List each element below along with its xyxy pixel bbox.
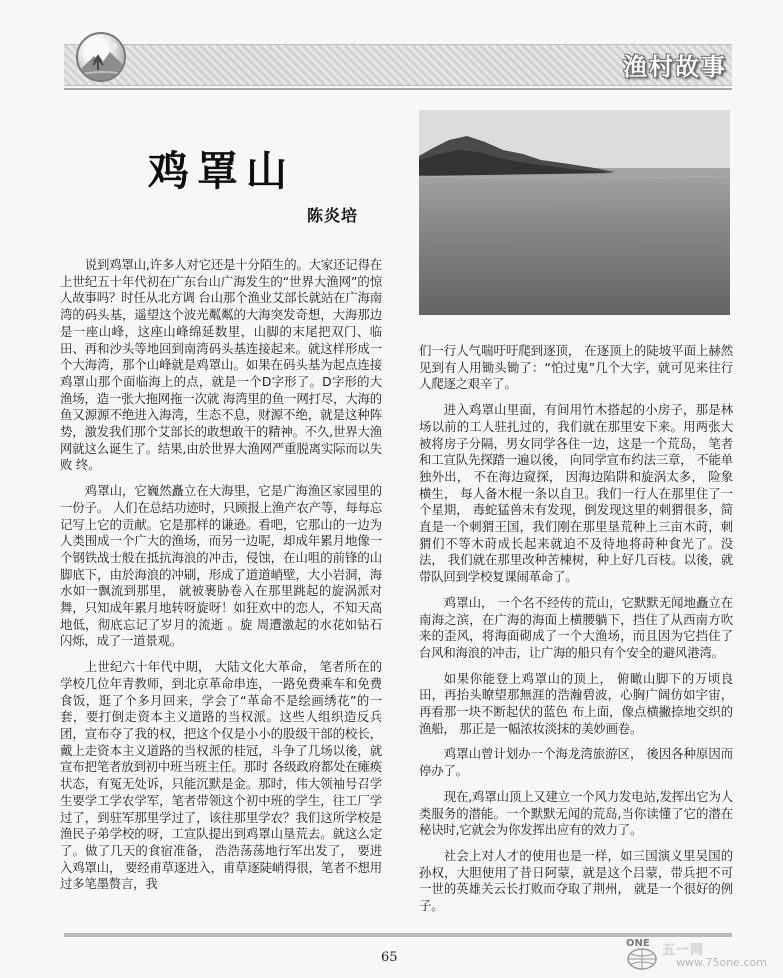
article-paragraph: 如果你能登上鸡罩山的顶上， 俯瞰山脚下的万顷良田，再抬头瞭望那無涯的浩瀚碧波，心胸广阔仿如宇宙， 再看那一块不断起伏的蓝色 布上面，像点横撇捺地交织的渔船， 那正是一幅浓妆淡抹的美妙画卷。	[419, 670, 733, 736]
page-number: 65	[381, 950, 398, 965]
article-author: 陈炎培	[307, 206, 359, 225]
article-paragraph: 说到鸡罩山,许多人对它还是十分陌生的。大家还记得在上世纪五十年代初在广东台山广海发生的“世界大渔网”的惊人故事吗？时任从北方调 台山那个渔业艾部长就站在广海南湾的码头基，遥望这个波光粼粼的大海突发奇想，大海那边是一座山峰，这座山峰绵延数里，山脚的末尾把双门、临田、再和沙头等地回到南湾码头基连接起来。就这样形成一个大海湾，那个山峰就是鸡罩山。如果在码头基为起点连接鸡罩山那个面临海上的点，就是一个D字形了。D字形的大渔场，造一张大拖网拖一次就 海湾里的鱼一网打尽，大海的鱼又源源不绝进入海湾，生态不息，财源不绝，就是这种阵势，激发我们那个艾部长的敢想敢干的精神。不久,世界大渔网就这么诞生了。结果,由於世界大渔网严重脱离实际而以失败 终。	[60, 257, 382, 473]
header-divider	[64, 88, 732, 90]
article-paragraph: 们一行人气喘吁吁爬到逐顶， 在逐顶上的陡坡平面上赫然见到有人用锄头锄了：“怕过鬼”几个大字，就可见来往行人爬逐之艰辛了。	[419, 343, 733, 392]
article-column-left	[60, 257, 382, 902]
article-title: 鸡罩山	[148, 147, 295, 195]
landscape-emblem-icon	[76, 32, 126, 82]
article-column-right	[419, 343, 733, 924]
coastline-photo	[419, 110, 730, 315]
watermark-url: www.75one.com	[676, 956, 767, 969]
article-paragraph: 上世纪六十年代中期， 大陆文化大革命， 笔者所在的学校几位年青教师，到北京革命串连，一路免费乘车和免费食饭，逛了个多月回来，学会了“革命不是绘画绣花”的一套，要打倒走资本主义道路的当权派。这些人组织造反兵团，宣布夺了我的权，把这个仅是小小的股级干部的校长，戴上走资本主义道路的当权派的桂冠，斗争了几场以後，就宣布把笔者放到初中班当班主任。那时 各级政府都处在瘫痪状态，有冤无处诉，只能沉默是金。那时，伟大领袖号召学生要学工学农学军，笔者带领这个初中班的学生，往工厂学过了，到驻军那里学过了，该往那里学农？我们这所学校是渔民子弟学校的呀，工宣队提出到鸡罩山垦荒去。就这么定了。做了几天的食宿准备， 浩浩荡荡地行军出发了， 要进入鸡罩山， 要经甫草逐进入，甫草逐陡峭得很，笔者不想用过多笔墨赘言，我	[60, 659, 382, 892]
globe-watermark-icon	[622, 935, 662, 971]
section-tag: 渔村故事	[623, 53, 727, 81]
watermark-name: 五一网	[662, 943, 705, 958]
article-paragraph: 现在,鸡罩山顶上又建立一个风力发电站,发挥出它为人类服务的潜能。一个默默无闻的荒岛,当你读懂了它的潜在秘诀时,它就会为你发挥出应有的效力了。	[419, 788, 733, 838]
article-paragraph: 社会上对人才的使用也是一样，如三国演义里吴国的孙权，大胆使用了昔日阿蒙，就是这个吕蒙，带兵把不可一世的英雄关云长打败而夺取了荆州， 就是一个很好的例子。	[419, 847, 733, 914]
article-paragraph: 进入鸡罩山里面，有间用竹木搭起的小房子，那是林场以前的工人驻扎过的，我们就在那里安下来。用两张大被将房子分隔，男女同学各住一边，这是一个荒岛， 笔者和工宣队先探踏一遍以後， 向同学宣布约法三章， 不能单独外出， 不在海边窥探， 因海边陷阱和旋涡太多， 险象横生， 每人备木棍一条以自卫。我们一行人在那里住了一个星期， 毒蛇猛兽未有发现，倒发现这里的刺猬很多，简直是一个刺猬王国，我们刚在那里垦荒种上三亩木莳，刺猬们不等木莳成长起来就迫不及待地将莳种食光了。没法， 我们就在那里改种苦楝树，种上好几百枝。以後，就带队回到学校复课闹革命了。	[419, 402, 733, 585]
watermark-logo-text: ONE	[626, 938, 650, 949]
article-paragraph: 鸡罩山，它巍然矗立在大海里，它是广海渔区家园里的一份子。 人们在总结功迹时，只顾报上渔产农产等，每每忘记写上它的贡献。它是那样的谦逊。看吧，它那山的一边为人类围成一个广大的渔场，而另一边呢，却成年累月地像一个钢铁战士般在抵抗海浪的冲击，侵蚀，在山咀的前锋的山脚底下，由於海浪的冲刷，形成了道道峭壁，大小岩洞，海水如一飘流到那里， 就被裹胁卷入在那里跳起的旋涡派对舞，只知成年累月地转呀旋呀！如狂欢中的恋人，不知天高地低，彻底忘记了岁月的流逝 。旋 周遭激起的水花如钻石闪烁，成了一道景观。	[60, 483, 382, 649]
article-paragraph: 鸡罩山， 一个名不经传的荒山，它默默无闻地矗立在南海之滨，在广海的海面上横腰躺下，挡住了从西南方吹来的歪风，将海面砌成了一个大渔场，而且因为它挡住了台风和海浪的冲击，让广海的船只有个安全的避风港湾。	[419, 594, 733, 660]
article-paragraph: 鸡罩山曾计划办一个海龙湾旅游区， 後因各种原因而停办了。	[419, 746, 733, 779]
